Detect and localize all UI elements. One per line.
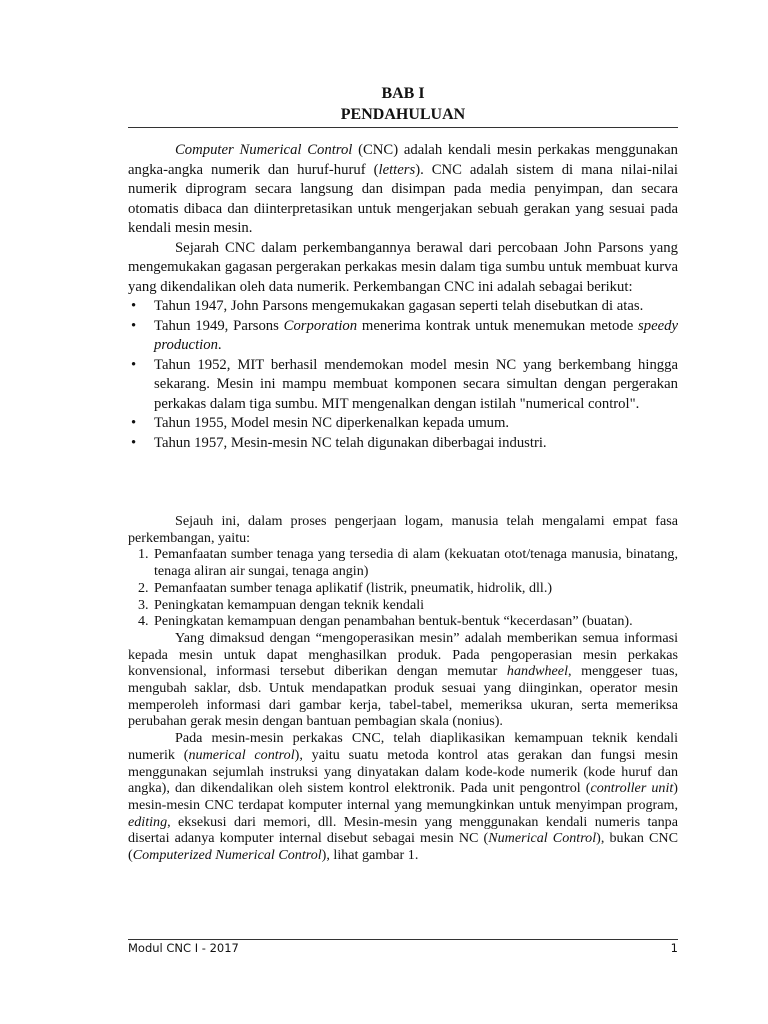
heading-rule bbox=[128, 127, 678, 128]
term-handwheel: handwheel bbox=[506, 663, 568, 680]
list-item-text: Tahun 1957, Mesin-mesin NC telah digunakan diberbagai industri. bbox=[154, 434, 547, 451]
paragraph-cnc-definition bbox=[128, 141, 678, 239]
list-item bbox=[128, 580, 678, 597]
paragraph-operating-machine bbox=[128, 630, 678, 730]
list-item bbox=[128, 297, 678, 317]
list-item-text: Pemanfaatan sumber tenaga yang tersedia di alam (kekuatan otot/tenaga manusia, binatang, tenaga aliran air sungai, tenaga angin) bbox=[154, 546, 678, 580]
footer-rule bbox=[128, 939, 678, 940]
body-section-2 bbox=[128, 513, 678, 864]
list-number: 3. bbox=[138, 596, 149, 613]
list-item bbox=[128, 356, 678, 415]
phases-numbered-list bbox=[128, 546, 678, 630]
text-run: , eksekusi dari memori, dll. Mesin-mesin yang menggunakan kendali numeris tanpa disertai adanya komputer internal disebut sebagai mesin NC ( bbox=[128, 813, 678, 847]
list-number: 2. bbox=[138, 579, 149, 596]
term-letters: letters bbox=[378, 161, 416, 178]
list-item bbox=[128, 597, 678, 614]
text-run: Pada mesin-mesin perkakas CNC, telah diaplikasikan kemampuan teknik kendali numerik ( bbox=[128, 730, 678, 763]
chapter-label: BAB I bbox=[381, 85, 425, 102]
text-run: Yang dimaksud dengan “mengoperasikan mesin” adalah memberikan semua informasi kepada mesin untuk dapat menghasilkan produk. Pada pengoperasian mesin perkakas konvensional, informasi tersebut diberikan dengan memutar bbox=[128, 629, 678, 680]
paragraph-cnc-history: Sejarah CNC dalam perkembangannya berawal dari percobaan John Parsons yang mengemukakan gagasan pergerakan perkakas mesin dalam tiga sumbu untuk membuat kurva yang dikendalikan oleh data numerik. Perkembangan CNC ini adalah sebagai berikut: bbox=[128, 239, 678, 295]
term-computerized-nc: Computerized Numerical Control bbox=[132, 847, 322, 864]
term-cnc: Computer Numerical Control bbox=[175, 142, 353, 158]
paragraph-cnc-machines bbox=[128, 730, 678, 864]
chapter-heading bbox=[128, 83, 678, 125]
list-item-text: menerima kontrak untuk menemukan metode bbox=[357, 317, 639, 334]
list-item bbox=[128, 434, 678, 454]
list-item-text: . bbox=[217, 337, 222, 353]
list-number: 1. bbox=[138, 546, 149, 563]
term-corporation: Corporation bbox=[283, 317, 358, 334]
chapter-title: PENDAHULUAN bbox=[340, 106, 466, 123]
term-editing: editing bbox=[128, 813, 168, 830]
list-item bbox=[128, 613, 678, 630]
paragraph-phases-intro: Sejauh ini, dalam proses pengerjaan logam, manusia telah mengalami empat fasa perkembangan, yaitu: bbox=[128, 513, 678, 546]
list-item bbox=[128, 546, 678, 579]
text-run: ), bukan CNC ( bbox=[128, 830, 679, 864]
text-run: , menggeser tuas, mengubah saklar, dsb. Untuk mendapatkan produk sesuai yang diinginkan, operator mesin memperoleh informasi dari gambar kerja, tabel-tabel, memeriksa ukuran, serta memeriksa perubahan gerak mesin dengan bantuan pembagian skala (nonius). bbox=[128, 663, 678, 730]
text-run: ) mesin-mesin CNC terdapat komputer internal yang memungkinkan untuk menyimpan program, bbox=[128, 780, 678, 813]
term-numerical-control: numerical control bbox=[188, 746, 295, 763]
term-nc: Numerical Control bbox=[488, 830, 597, 847]
list-item bbox=[128, 414, 678, 434]
list-item-text: Peningkatan kemampuan dengan teknik kendali bbox=[154, 596, 425, 613]
text-run: ), yaitu suatu metoda kontrol atas gerakan dan fungsi mesin menggunakan sejumlah instruksi yang dinyatakan dalam kode-kode numerik (kode huruf dan angka), dan dikendalikan oleh sistem kontrol elektronik. Pada unit pengontrol ( bbox=[128, 746, 678, 797]
term-speedy-production: speedy production bbox=[154, 317, 678, 353]
footer-module-label: Modul CNC I - 2017 bbox=[128, 941, 239, 955]
list-item-text: Tahun 1952, MIT berhasil mendemokan model mesin NC yang berkembang hingga sekarang. Mesin ini mampu membuat komponen secara simultan dengan pergerakan perkakas dalam tiga sumbu. MIT mengenalkan dengan istilah "numerical control". bbox=[154, 356, 678, 412]
list-item-text: Tahun 1947, John Parsons mengemukakan gagasan seperti telah disebutkan di atas. bbox=[154, 298, 644, 314]
list-item bbox=[128, 317, 678, 356]
list-item-text: Tahun 1955, Model mesin NC diperkenalkan kepada umum. bbox=[154, 415, 510, 431]
text-run: (CNC) adalah kendali mesin perkakas menggunakan angka-angka numerik dan huruf-huruf ( bbox=[128, 142, 678, 178]
body-section-1 bbox=[128, 141, 678, 453]
list-item-text: Pemanfaatan sumber tenaga aplikatif (listrik, pneumatik, hidrolik, dll.) bbox=[154, 579, 553, 596]
text-run: ). CNC adalah sistem di mana nilai-nilai numerik diprogram secara langsung dan disimpan pada media penyimpan, dan secara otomatis dibaca dan diinterpretasikan untuk mengerjakan sebuah gerakan yang sesuai pada kendali mesin mesin. bbox=[128, 161, 678, 236]
history-bullet-list bbox=[128, 297, 678, 453]
list-number: 4. bbox=[138, 613, 149, 630]
footer-page-number: 1 bbox=[670, 941, 678, 955]
list-item-text: Tahun 1949, Parsons bbox=[154, 317, 284, 334]
list-item-text: Peningkatan kemampuan dengan penambahan bentuk-bentuk “kecerdasan” (buatan). bbox=[154, 613, 633, 630]
term-controller-unit: controller unit bbox=[590, 780, 674, 797]
text-run: ), lihat gambar 1. bbox=[321, 847, 419, 864]
